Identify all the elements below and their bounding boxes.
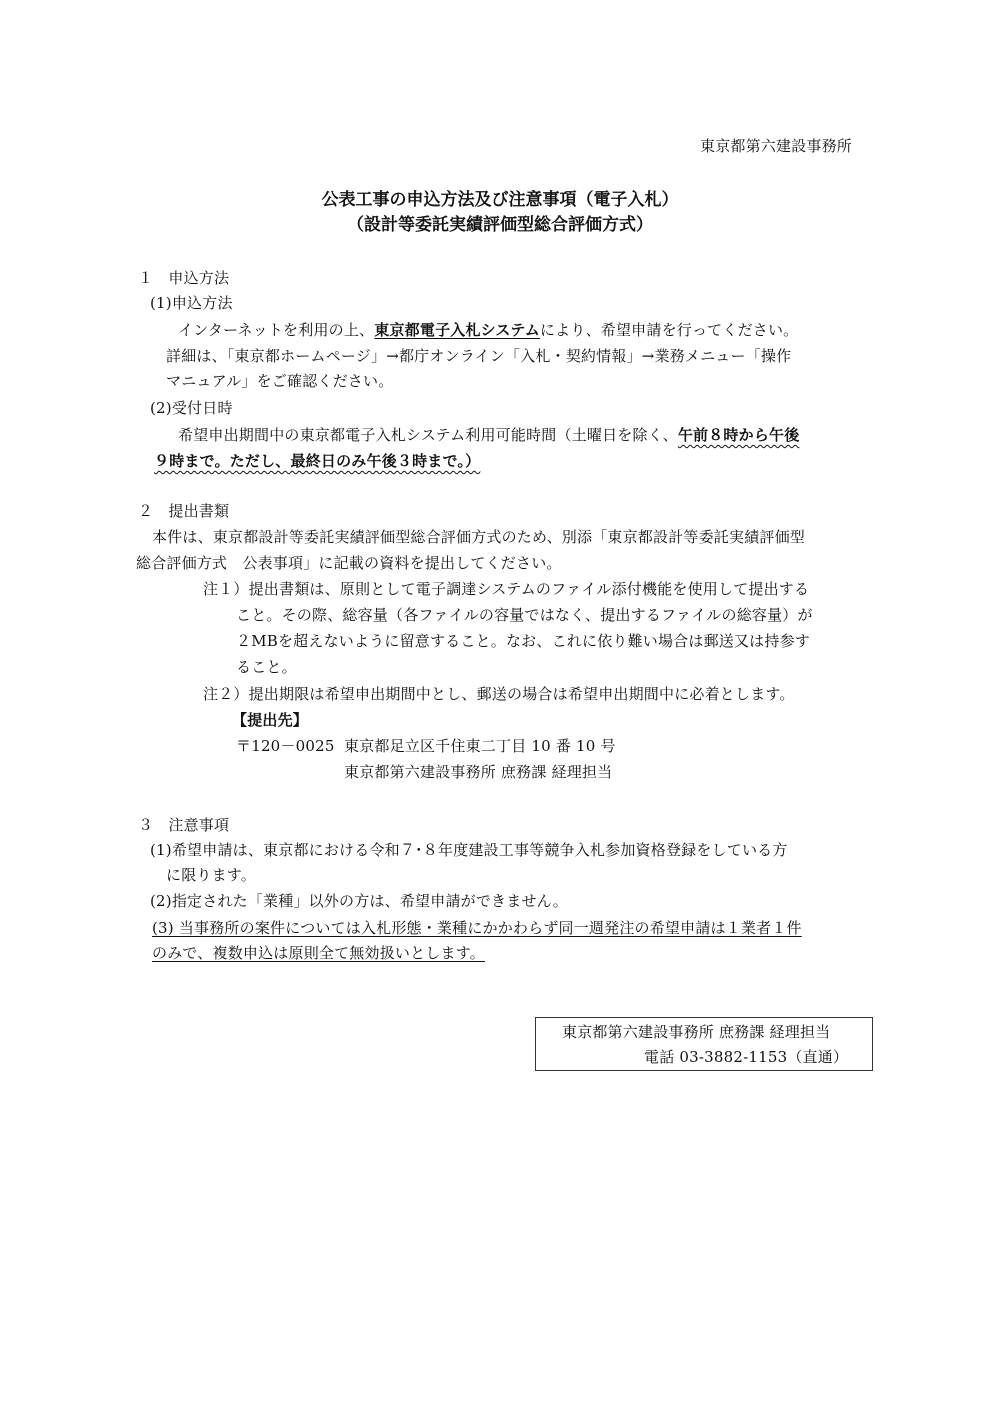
note-2: 注２）提出期限は希望申出期間中とし、郵送の場合は希望申出期間中に必着とします。 <box>203 685 795 703</box>
section-1-paragraph-line-3: マニュアル」をご確認ください。 <box>166 372 394 390</box>
destination-address: 東京都足立区千住東二丁目 10 番 10 号 <box>344 737 616 755</box>
note-1-line-3: ２MBを超えないように留意すること。なお、これに依り難い場合は郵送又は持参す <box>236 632 810 650</box>
destination-postal-code: 〒120－0025 <box>236 737 335 755</box>
contact-phone: 電話 03-3882-1153（直通） <box>644 1048 849 1066</box>
note-item-3-line-1: (3) 当事務所の案件については入札形態・業種にかかわらず同一週発注の希望申請は１業者１件 <box>152 919 802 937</box>
note-item-1-line-1: (1)希望申請は、東京都における令和７･８年度建設工事等競争入札参加資格登録をしている方 <box>150 841 788 859</box>
page-title: 公表工事の申込方法及び注意事項（電子入札） <box>321 190 679 210</box>
contact-office: 東京都第六建設事務所 庶務課 経理担当 <box>562 1023 831 1041</box>
text: により、希望申請を行ってください。 <box>539 321 799 339</box>
section-1-paragraph-line-1 <box>178 320 798 340</box>
destination-label: 【提出先】 <box>232 711 309 729</box>
section-1-paragraph-line-2: 詳細は、「東京都ホームページ」→都庁オンライン「入札・契約情報」→業務メニュー「操作 <box>166 347 792 365</box>
section-3-heading: ３ 注意事項 <box>138 816 230 834</box>
system-name: 東京都電子入札システム <box>374 321 540 339</box>
section-1-heading: １ 申込方法 <box>138 269 230 287</box>
time-emphasis: 午前８時から午後 <box>677 426 800 444</box>
section-1-time-line-1 <box>178 425 799 445</box>
note-item-2: (2)指定された「業種」以外の方は、希望申請ができません。 <box>150 892 568 910</box>
page-subtitle: （設計等委託実績評価型総合評価方式） <box>347 215 653 235</box>
destination-office: 東京都第六建設事務所 庶務課 経理担当 <box>344 763 613 781</box>
note-item-3-line-2: のみで、複数申込は原則全て無効扱いとします。 <box>152 944 485 962</box>
note-1-line-1: 注１）提出書類は、原則として電子調達システムのファイル添付機能を使用して提出する <box>203 580 810 598</box>
text: 希望申出期間中の東京都電子入札システム利用可能時間（土曜日を除く、 <box>178 426 678 444</box>
section-1-sub-1: (1)申込方法 <box>150 294 233 312</box>
contact-box <box>535 1017 873 1071</box>
section-2-paragraph-line-2: 総合評価方式 公表事項」に記載の資料を提出してください。 <box>136 554 562 572</box>
text: インターネットを利用の上、 <box>178 321 375 339</box>
issuing-office: 東京都第六建設事務所 <box>700 137 853 155</box>
section-2-paragraph-line-1: 本件は、東京都設計等委託実績評価型総合評価方式のため、別添「東京都設計等委託実績評価型 <box>152 528 806 546</box>
section-1-time-line-2: ９時まで。ただし、最終日のみ午後３時まで。） <box>154 452 481 470</box>
note-1-line-4: ること。 <box>236 658 297 676</box>
note-item-1-line-2: に限ります。 <box>166 866 257 884</box>
section-1-sub-2: (2)受付日時 <box>150 399 233 417</box>
section-2-heading: ２ 提出書類 <box>138 502 230 520</box>
note-1-line-2: こと。その際、総容量（各ファイルの容量ではなく、提出するファイルの総容量）が <box>236 606 813 624</box>
